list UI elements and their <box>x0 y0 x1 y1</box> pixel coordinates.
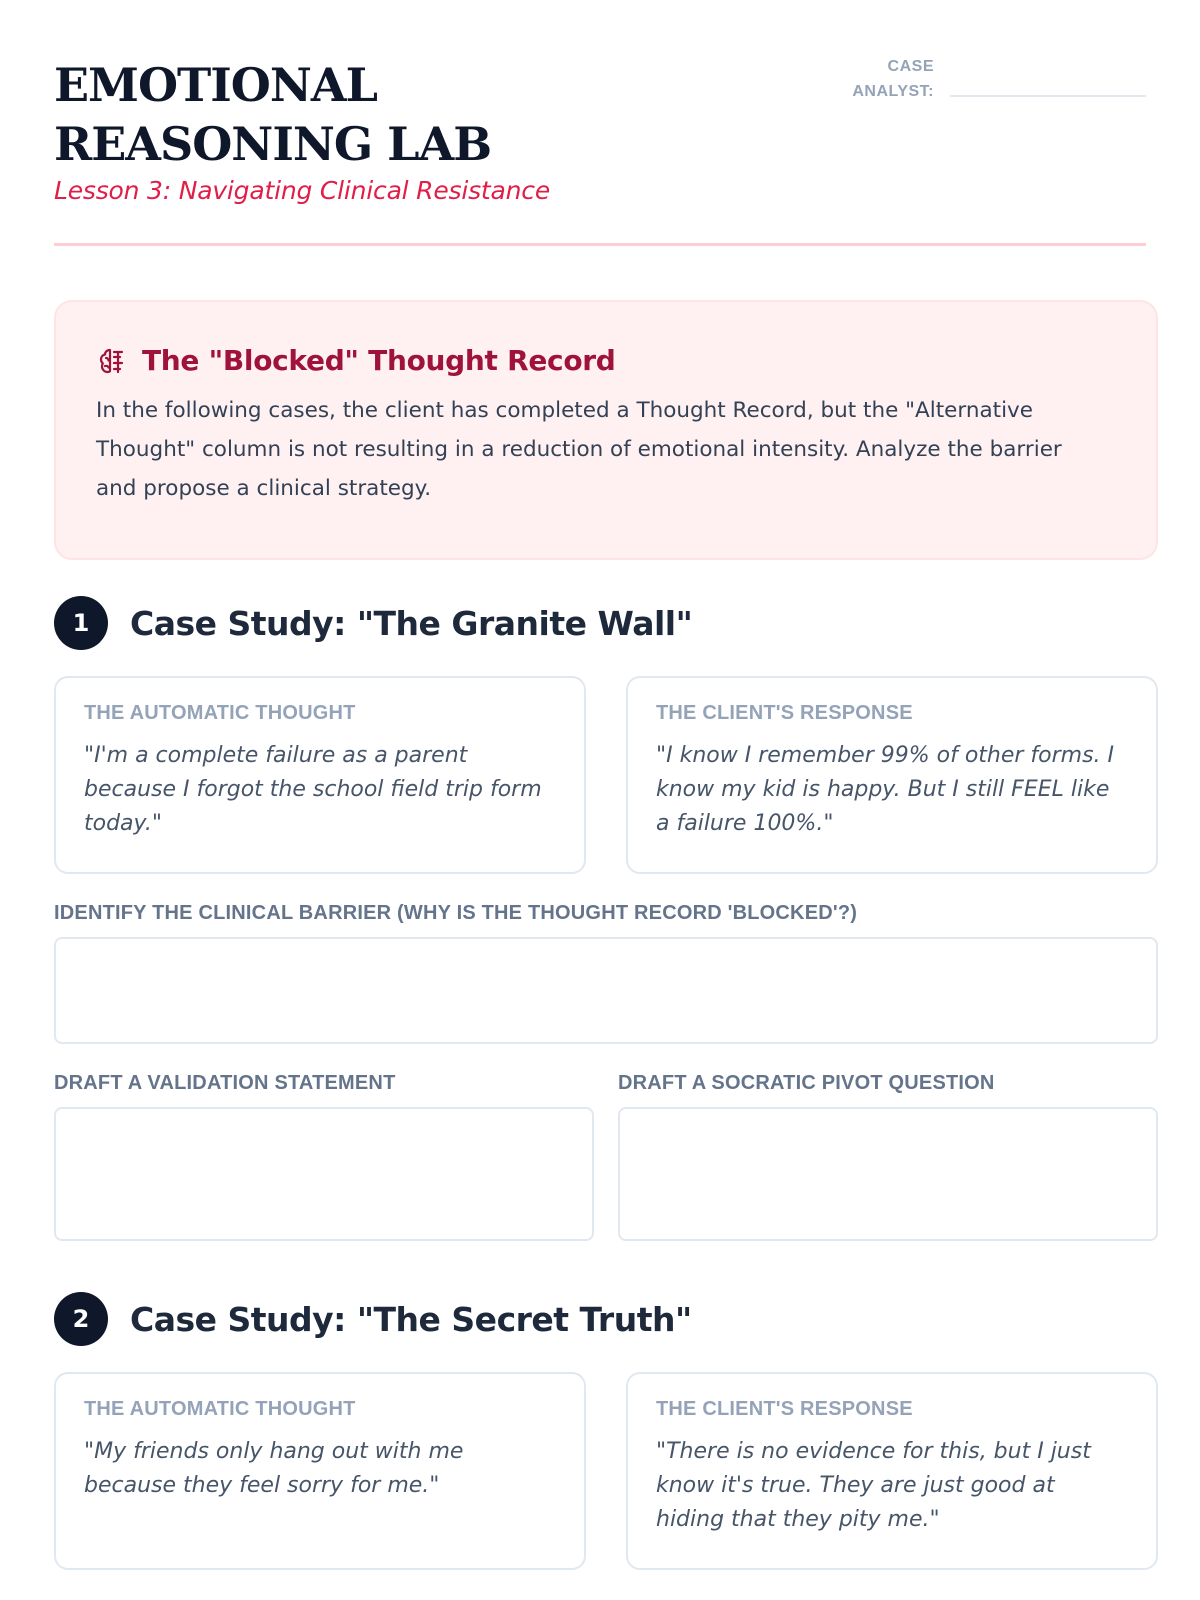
draft-fields <box>54 1072 1158 1241</box>
page-subtitle: Lesson 3: Navigating Clinical Resistance <box>54 176 551 205</box>
validation-section <box>54 1072 594 1241</box>
page-header <box>54 0 1146 246</box>
socratic-pivot-input[interactable] <box>618 1107 1158 1241</box>
clinical-barrier-input[interactable] <box>54 937 1158 1044</box>
client-response-label: THE CLIENT'S RESPONSE <box>656 1398 913 1420</box>
case-analyst-field[interactable] <box>814 54 1146 100</box>
instructions-callout <box>54 300 1158 560</box>
client-response-card <box>626 1372 1158 1570</box>
callout-title: The "Blocked" Thought Record <box>142 344 616 377</box>
case-header <box>54 596 1158 650</box>
case-number-badge: 2 <box>54 1292 108 1346</box>
automatic-thought-label: THE AUTOMATIC THOUGHT <box>84 702 356 724</box>
clinical-barrier-section <box>54 902 1158 1044</box>
client-response-text: "I know I remember 99% of other forms. I know my kid is happy. But I still FEEL like a failure 100%." <box>656 743 1115 836</box>
case-study-2 <box>54 1292 1158 1570</box>
automatic-thought-card <box>54 676 586 874</box>
callout-body: In the following cases, the client has completed a Thought Record, but the "Alternative Thought" column is not resulting in a reduction of emotional intensity. Analyze the barrier and propose a clinical strategy. <box>96 398 1062 501</box>
socratic-pivot-section <box>618 1072 1158 1241</box>
automatic-thought-text: "My friends only hang out with me because they feel sorry for me." <box>84 1439 464 1498</box>
case-number-badge: 1 <box>54 596 108 650</box>
page-title: EMOTIONAL REASONING LAB <box>54 58 492 171</box>
client-response-card <box>626 676 1158 874</box>
callout-header <box>96 344 1116 377</box>
validation-label: DRAFT A VALIDATION STATEMENT <box>54 1072 396 1094</box>
case-analyst-line[interactable] <box>950 95 1146 97</box>
case-cards <box>54 676 1158 874</box>
validation-input[interactable] <box>54 1107 594 1241</box>
client-response-label: THE CLIENT'S RESPONSE <box>656 702 913 724</box>
brain-icon <box>96 345 128 377</box>
case-study-1 <box>54 596 1158 1241</box>
automatic-thought-label: THE AUTOMATIC THOUGHT <box>84 1398 356 1420</box>
case-analyst-label: CASE ANALYST: <box>852 58 934 100</box>
case-header <box>54 1292 1158 1346</box>
automatic-thought-card <box>54 1372 586 1570</box>
case-title: Case Study: "The Granite Wall" <box>130 603 693 643</box>
automatic-thought-text: "I'm a complete failure as a parent because I forgot the school field trip form today." <box>84 743 542 836</box>
case-cards <box>54 1372 1158 1570</box>
case-title: Case Study: "The Secret Truth" <box>130 1299 692 1339</box>
clinical-barrier-label: IDENTIFY THE CLINICAL BARRIER (WHY IS THE THOUGHT RECORD 'BLOCKED'?) <box>54 902 858 924</box>
socratic-pivot-label: DRAFT A SOCRATIC PIVOT QUESTION <box>618 1072 995 1094</box>
client-response-text: "There is no evidence for this, but I just know it's true. They are just good at hiding that they pity me." <box>656 1439 1091 1532</box>
